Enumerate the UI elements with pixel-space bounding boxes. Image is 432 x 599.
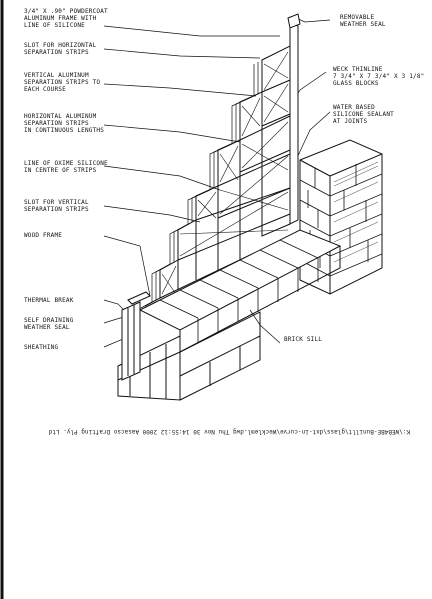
label-oxime-silicone: LINE OF OXIME SILICONE IN CENTRE OF STRIPS [24, 160, 108, 174]
label-horizontal-strips: HORIZONTAL ALUMINUM SEPARATION STRIPS IN CONTINUOUS LENGTHS [24, 113, 105, 134]
label-glass-blocks: WECK THINLINE 7 3/4" X 7 3/4" X 3 1/8" GLASS BLOCKS [333, 66, 425, 87]
label-removable-seal: REMOVABLE WEATHER SEAL [340, 14, 386, 28]
label-thermal-break: THERMAL BREAK [24, 297, 74, 304]
label-vertical-strips: VERTICAL ALUMINUM SEPARATION STRIPS TO EACH COURSE [24, 72, 101, 93]
label-slot-vertical: SLOT FOR VERTICAL SEPARATION STRIPS [24, 199, 89, 213]
label-sealant: WATER BASED SILICONE SEALANT AT JOINTS [333, 104, 394, 125]
plot-stamp: K:\WEB4BE-Bunillt\glass\dxt-in-curve\Weckleml.dwg Thu Nov 30 14:55:12 2000 Aasacso Drafting Ply. Ltd [48, 428, 410, 435]
label-sheathing: SHEATHING [24, 344, 59, 351]
label-brick-sill: BRICK SILL [284, 336, 323, 343]
label-self-draining: SELF DRAINING WEATHER SEAL [24, 317, 74, 331]
label-slot-horizontal: SLOT FOR HORIZONTAL SEPARATION STRIPS [24, 42, 97, 56]
brick-column [300, 140, 382, 294]
label-frame: 3/4" X .90" POWDERCOAT ALUMINUM FRAME WITH LINE OF SILICONE [24, 8, 108, 29]
label-wood-frame: WOOD FRAME [24, 232, 63, 239]
